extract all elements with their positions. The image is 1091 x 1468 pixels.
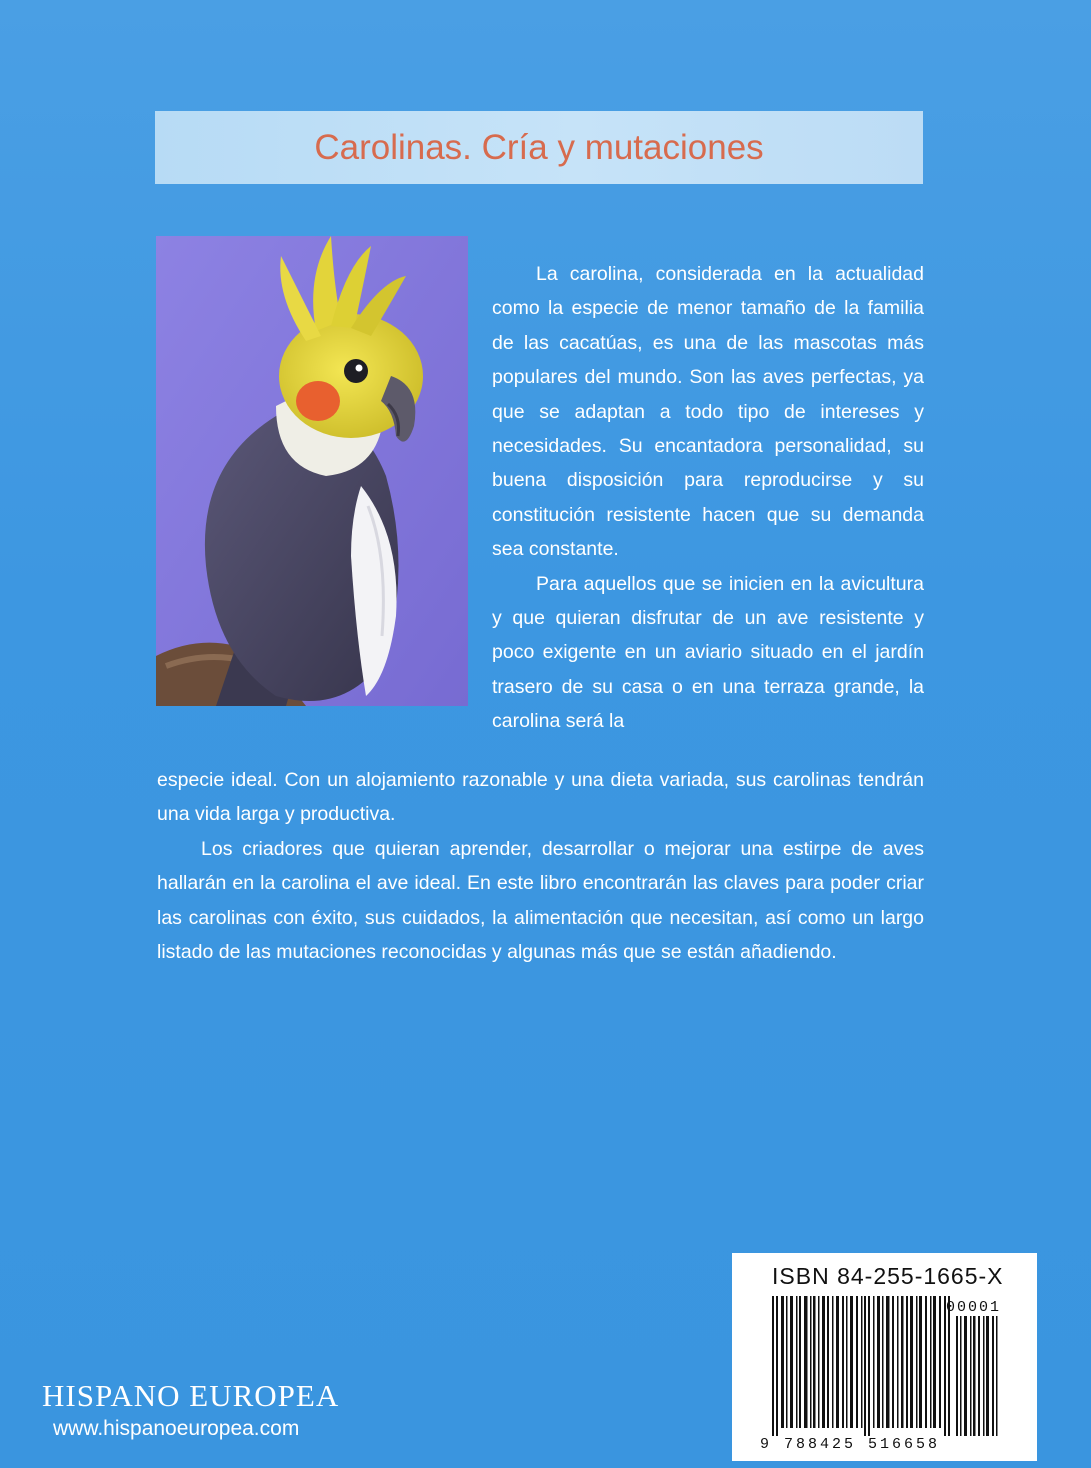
cockatiel-photo-illustration: [156, 236, 468, 706]
publisher-website: www.hispanoeuropea.com: [53, 1417, 300, 1440]
barcode-addon-digits: 00001: [946, 1299, 1002, 1316]
title-banner: [155, 111, 923, 184]
paragraph-2-part-1: Para aquellos que se inicien en la avicultura y que quieran disfrutar de un ave resistente y poco exigente en un aviario situado en el jardín trasero de su casa o en una terraza grande, la carolina será la: [492, 572, 924, 733]
paragraph-3: Los criadores que quieran aprender, desarrollar o mejorar una estirpe de aves hallarán en la carolina el ave ideal. En este libro encontrarán las claves para poder criar las carolinas con éxito, sus cuidados, la alimentación que necesitan, así como un largo listado de las mutaciones reconocidas y algunas más que se están añadiendo.: [157, 837, 924, 964]
barcode-icon: [772, 1296, 1000, 1436]
isbn-barcode-box: [732, 1253, 1037, 1461]
publisher-name: HISPANO EUROPEA: [42, 1378, 340, 1413]
paragraph-1: La carolina, considerada en la actualidad como la especie de menor tamaño de la familia de las cacatúas, es una de las mascotas más populares del mundo. Son las aves perfectas, ya que se adaptan a todo tipo de intereses y necesidades. Su encantadora personalidad, su buena disposición para reproducirse y su constitución resistente hacen que su demanda sea constante.: [492, 263, 924, 561]
intro-column: [492, 257, 924, 739]
isbn-label: ISBN 84-255-1665-X: [772, 1263, 1004, 1289]
paragraph-2-part-2: especie ideal. Con un alojamiento razonable y una dieta variada, sus carolinas tendrán una vida larga y productiva.: [157, 769, 924, 826]
barcode-digits: 9 788425 516658: [760, 1436, 941, 1453]
cockatiel-photo: [156, 236, 468, 706]
full-width-column: [157, 763, 924, 969]
book-title: Carolinas. Cría y mutaciones: [314, 127, 764, 167]
